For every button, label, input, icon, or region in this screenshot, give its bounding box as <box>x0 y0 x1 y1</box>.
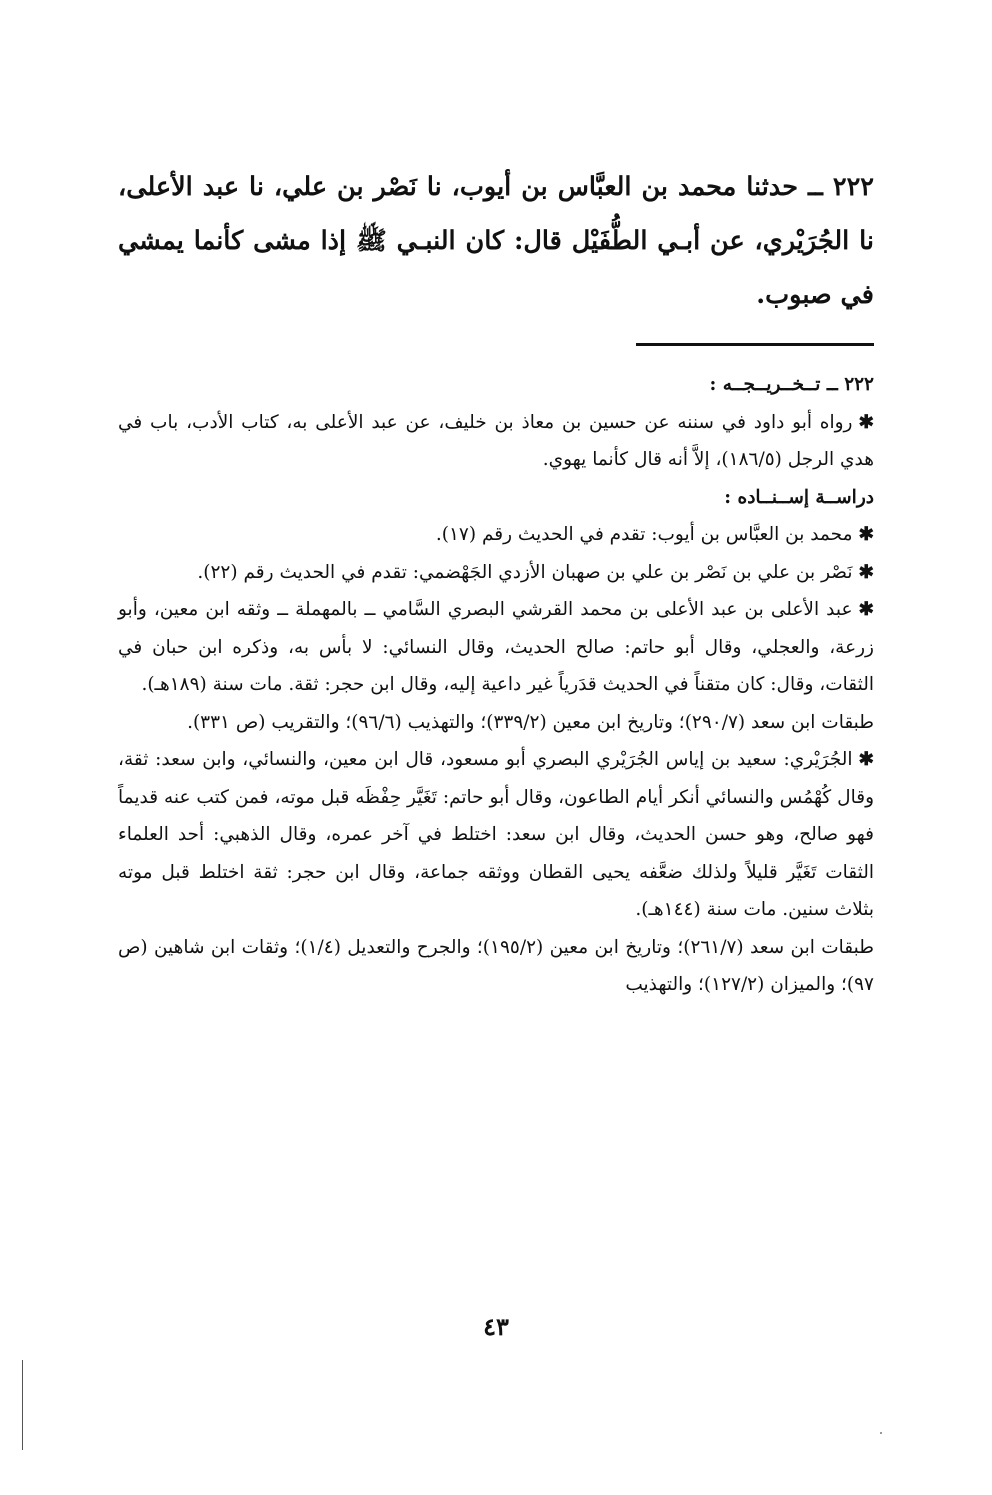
note-text: نَصْر بن علي بن نَصْر بن علي بن صهبان الأزدي الجَهْضمي: تقدم في الحديث رقم (٢٢). <box>197 561 853 583</box>
hadith-text <box>118 160 874 322</box>
scan-artifact-line <box>22 1360 23 1450</box>
note-paragraph <box>118 554 874 592</box>
note-text: الجُرَيْري: سعيد بن إياس الجُرَيْري البصري أبو مسعود، قال ابن معين، والنسائي، وابن سعد: ثقة، وقال كُهْمُس والنسائي أنكر أيام الطاعون، وقال أبو حاتم: تَغَيَّر حِفْظَه قبل موته، فمن كتب عنه قديماً فهو صالح، وهو حسن الحديث، وقال ابن سعد: اختلط في آخر عمره، وقال الذهبي: أحد العلماء الثقات تَغَيَّر قليلاً ولذلك ضعَّفه يحيى القطان ووثقه جماعة، وقال ابن حجر: ثقة اختلط قبل موته بثلاث سنين. مات سنة (١٤٤هـ). <box>118 749 874 920</box>
note-paragraph <box>118 404 874 479</box>
main-text <box>118 160 874 322</box>
sources-paragraph: طبقات ابن سعد (٢٦١/٧)؛ وتاريخ ابن معين (١٩٥/٢)؛ والجرح والتعديل (١/٤)؛ وثقات ابن شاهين (ص ٩٧)؛ والميزان (١٢٧/٢)؛ والتهذيب <box>118 936 874 995</box>
scan-artifact-dot <box>880 1432 882 1434</box>
note-paragraph <box>118 591 874 704</box>
star-icon: ✱ <box>858 561 874 583</box>
footnotes <box>118 366 874 1004</box>
note-text: عبد الأعلى بن عبد الأعلى بن محمد القرشي البصري السَّامي ــ بالمهملة ــ وثقه ابن معين، وأبو زرعة، والعجلي، وقال أبو حاتم: صالح الحديث، وقال النسائي: لا بأس به، وذكره ابن حبان في الثقات، وقال: كان متقناً في الحديث قدَرياً غير داعية إليه، وقال ابن حجر: ثقة. مات سنة (١٨٩هـ). <box>118 599 874 695</box>
hadith-number: ٢٢٢ <box>832 172 874 202</box>
star-icon: ✱ <box>858 599 874 620</box>
page-number: ٤٣ <box>483 1312 509 1341</box>
takhrij-heading: ٢٢٢ ــ تــخــريــجــه : <box>709 374 874 395</box>
note-text: رواه أبو داود في سننه عن حسين بن معاذ بن خليف، عن عبد الأعلى به، كتاب الأدب، باب في هدي الرجل (١٨٦/٥)، إلاَّ أنه قال كأنما يهوي. <box>118 411 874 470</box>
isnad-heading: دراســة إســنــاده : <box>724 486 874 508</box>
star-icon: ✱ <box>858 749 874 770</box>
separator-rule <box>636 343 874 346</box>
note-text: محمد بن العبَّاس بن أيوب: تقدم في الحديث رقم (١٧). <box>435 524 853 545</box>
sources-paragraph: طبقات ابن سعد (٢٩٠/٧)؛ وتاريخ ابن معين (٣٣٩/٢)؛ والتهذيب (٩٦/٦)؛ والتقريب (ص ٣٣١). <box>187 711 874 733</box>
star-icon: ✱ <box>858 524 874 545</box>
note-paragraph <box>118 741 874 929</box>
note-paragraph <box>118 516 874 554</box>
star-icon: ✱ <box>858 411 874 433</box>
hadith-body: ــ حدثنا محمد بن العبَّاس بن أيوب، نا نَصْر بن علي، نا عبد الأعلى، نا الجُرَيْري، عن أبـي الطُّفَيْل قال: كان النبـي ﷺ إذا مشى كأنما يمشي في صبوب. <box>118 172 874 310</box>
